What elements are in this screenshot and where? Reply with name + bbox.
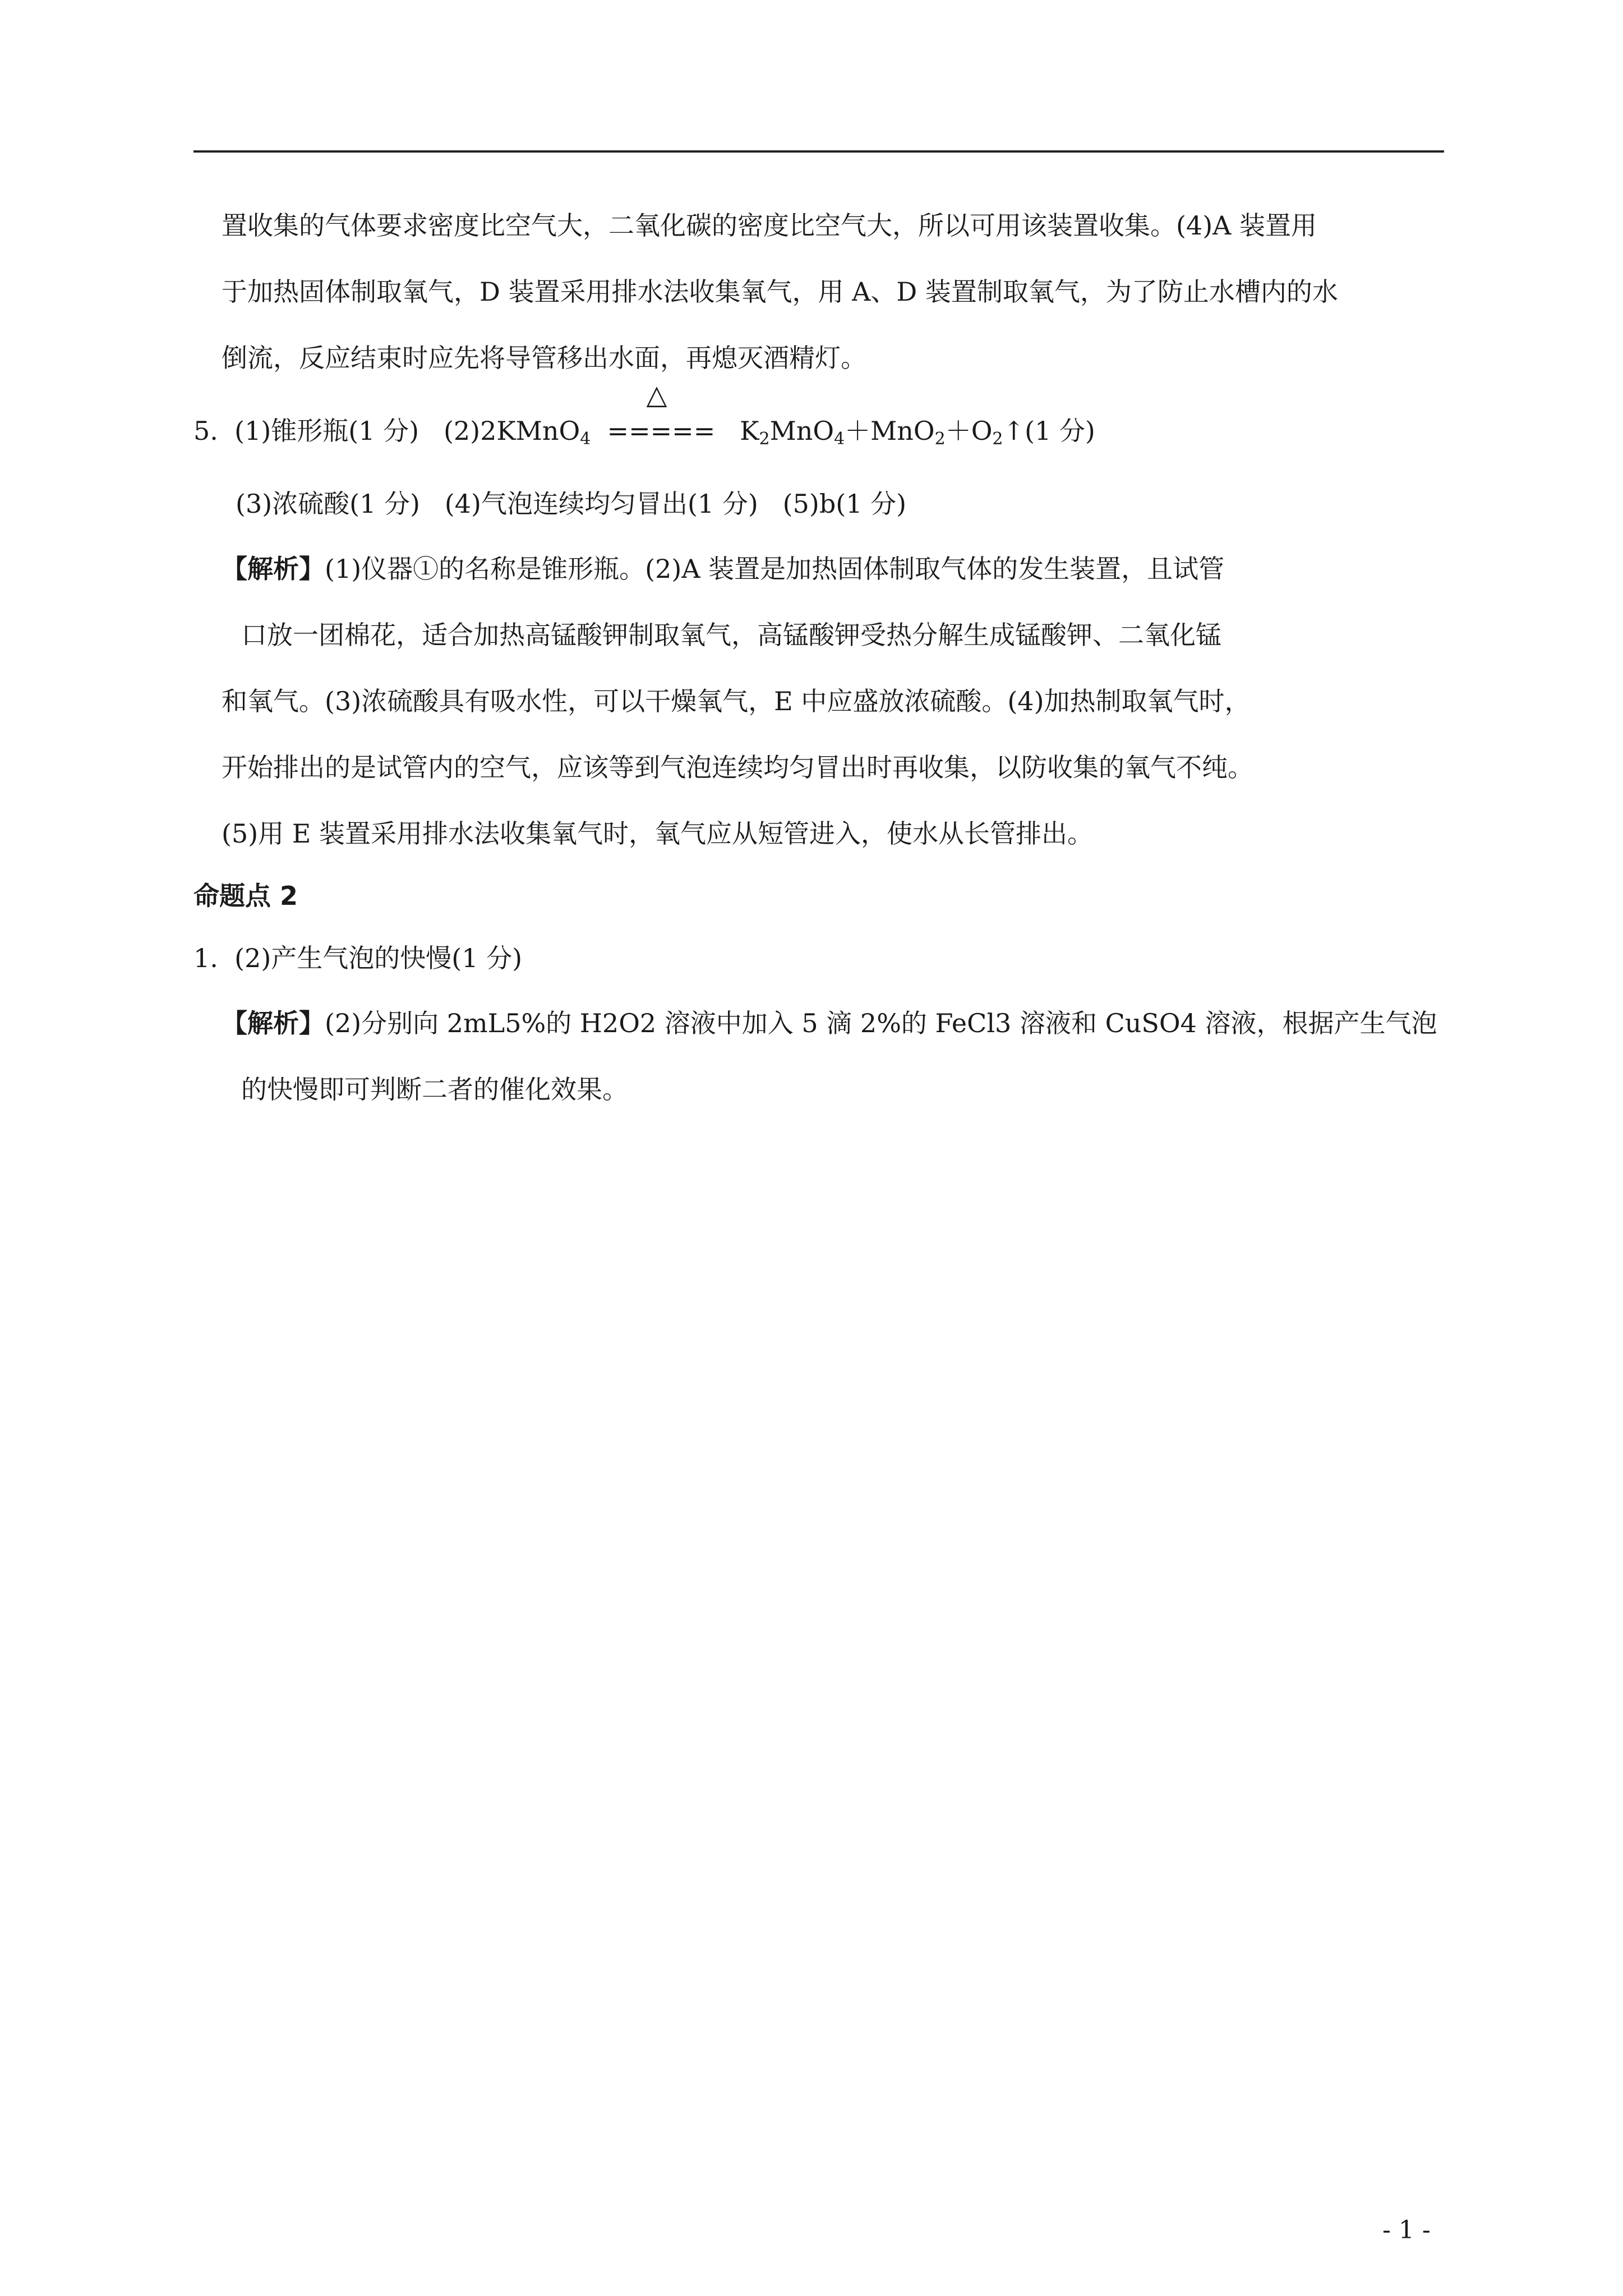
q1-analysis-line-2: 的快慢即可判断二者的催化效果。: [241, 1074, 628, 1105]
analysis-label: 【解析】: [222, 1008, 325, 1038]
q5-analysis-line-4: 开始排出的是试管内的空气，应该等到气泡连续均匀冒出时再收集，以防收集的氧气不纯。: [222, 752, 1253, 783]
answer-2-reactant: (2)2KMnO: [443, 416, 580, 446]
header-rule: [193, 150, 1444, 153]
q5-analysis-line-1: 【解析】(1)仪器①的名称是锥形瓶。(2)A 装置是加热固体制取气体的发生装置，且试管: [222, 554, 1225, 584]
analysis-label: 【解析】: [222, 554, 325, 584]
q5-answer-line: 5. (1)锥形瓶(1 分) (2)2KMnO$_4$ △ ===== $K_2MnO_4+MnO_2+O_2↑(1$ 分): [193, 379, 1095, 449]
answer-1: (1)锥形瓶(1 分): [234, 416, 419, 446]
answer-2: (2)产生气泡的快慢(1 分): [234, 943, 523, 973]
q1-analysis-line-1: 【解析】(2)分别向 2mL5%的 H2O2 溶液中加入 5 滴 2%的 FeCl3 溶液和 CuSO4 溶液，根据产生气泡: [222, 1008, 1437, 1038]
q5-answer-line-2: [236, 487, 906, 521]
section-title: 命题点 2: [193, 881, 298, 911]
answer-4: (4)气泡连续均匀冒出(1 分): [444, 489, 758, 519]
question-number: 1.: [193, 943, 218, 973]
answer-5: (5)b(1 分): [782, 489, 907, 519]
answer-3: (3)浓硫酸(1 分): [236, 489, 420, 519]
question-number: 5.: [193, 416, 218, 446]
gas-arrow-icon: ↑: [1003, 416, 1025, 446]
answer-2-score: (1 分): [1025, 416, 1095, 446]
q5-analysis-line-2: 口放一团棉花，适合加热高锰酸钾制取氧气，高锰酸钾受热分解生成锰酸钾、二氧化锰: [241, 620, 1221, 650]
equals-sign: =====: [607, 416, 716, 446]
q5-analysis-line-3: 和氧气。(3)浓硫酸具有吸水性，可以干燥氧气，E 中应盛放浓硫酸。(4)加热制取氧气时，: [222, 686, 1251, 716]
prev-answer-line-1: 置收集的气体要求密度比空气大，二氧化碳的密度比空气大，所以可用该装置收集。(4)A 装置用: [222, 210, 1317, 241]
q1-answer-line: [193, 941, 522, 975]
q5-analysis-line-5: (5)用 E 装置采用排水法收集氧气时，氧气应从短管进入，使水从长管排出。: [222, 818, 1093, 849]
reaction-condition: [607, 379, 716, 448]
prev-answer-line-3: 倒流，反应结束时应先将导管移出水面，再熄灭酒精灯。: [222, 343, 866, 373]
heat-triangle-icon: △: [646, 379, 667, 411]
page-number: - 1 -: [1382, 2216, 1431, 2244]
prev-answer-line-2: 于加热固体制取氧气，D 装置采用排水法收集氧气，用 A、D 装置制取氧气，为了防止水槽内的水: [222, 277, 1338, 307]
